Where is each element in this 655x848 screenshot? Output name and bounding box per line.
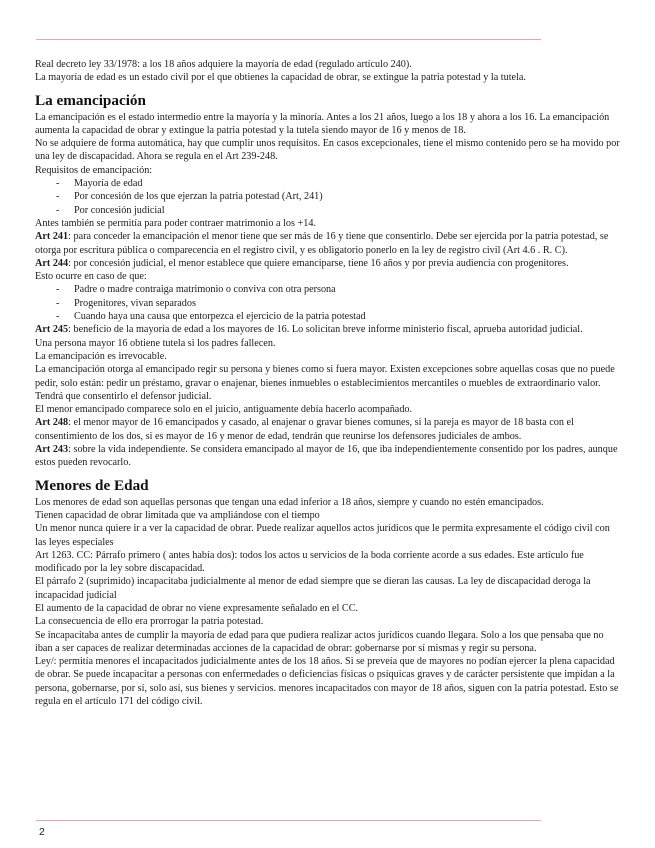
requirements-list [35,177,620,217]
paragraph: Tienen capacidad de obrar limitada que va ampliándose con el tiempo [35,509,320,521]
header-rule [36,39,541,40]
paragraph: La emancipación es el estado intermedio entre la mayoría y la minoría. Antes a los 21 años, luego a los 18 y ahora a los 16. La emancipación aumenta la capacidad de obrar y extingue la patria potestad y la tutela siendo mayor de 16 y menos de 18. [35,111,610,136]
section-heading-menores: Menores de Edad [35,476,149,494]
article-label: Art 241 [35,231,69,243]
article-paragraph [35,416,620,443]
article-text: : el menor mayor de 16 emancipados y casado, al enajenar o gravar bienes comunes, si la pareja es mayor de 18 basta con el consentimiento de los dos, si es mayor de 16 y menor de edad, tendrán que reunirse los defensores judiciales de ambos. [35,417,574,442]
article-text: : por concesión judicial, el menor establece que quiere emanciparse, tiene 16 años y por previa audiencia con progenitores. [68,257,569,269]
paragraph: Ley/: permitía menores el incapacitados judicialmente antes de los 18 años. Si se preveía que de mayores no podían ejercer la plena capacidad de obrar. Se puede incapacitar a personas con enfermedades o deficiencias físicas o psíquicas graves y de carácter persistente que impidan a la persona, gobernarse, por sí, solo así, sus bienes y servicios. menores incapacitados con mayor de 18 años, siguen con la patria potestad. Esto se regula en el artículo 171 del código civil. [35,656,619,708]
article-label: Art 244 [35,257,69,269]
article-paragraph [35,443,620,470]
article-text: : sobre la vida independiente. Se considera emancipado al mayor de 16, que iba independientemente consentido por los padres, aunque estos pueden revocarlo. [35,444,618,469]
intro-line: Real decreto ley 33/1978: a los 18 años adquiere la mayoría de edad (regulado artículo 240). [35,59,412,70]
intro-line: La mayoría de edad es un estado civil por el que obtienes la capacidad de obrar, se extingue la patria potestad y la tutela. [35,72,526,84]
paragraph: No se adquiere de forma automática, hay que cumplir unos requisitos. En casos excepcionales, tiene el mismo contenido pero se ha movido por una ley de discapacidad. Ahora se regula en el Art 239-248. [35,138,620,163]
article-text: : beneficio de la mayoría de edad a los mayores de 16. Lo solicitan breve informe ministerio fiscal, aprueba autoridad judicial. [68,324,583,336]
paragraph: Los menores de edad son aquellas personas que tengan una edad inferior a 18 años, siempre y cuando no estén emancipados. [35,496,544,508]
paragraph: Una persona mayor 16 obtiene tutela si los padres fallecen. [35,337,276,349]
paragraph: Un menor nunca quiere ir a ver la capacidad de obrar. Puede realizar aquellos actos jurídicos que le permita expresamente el código civil con las leyes especiales [35,523,610,548]
paragraph: El párrafo 2 (suprimido) incapacitaba judicialmente al menor de edad siempre que se dieran las causas. La ley de discapacidad deroga la incapacidad judicial [35,576,591,601]
paragraph: Art 1263. CC: Párrafo primero ( antes había dos): todos los actos u servicios de la boda corriente acorde a sus edades. Este artículo fue modificado por la ley sobre discapacidad. [35,549,584,575]
article-paragraph [35,323,620,336]
paragraph: Se incapacitaba antes de cumplir la mayoría de edad para que pudiera realizar actos jurídicos cuando llegara. Solo a los que pensaba que no iban a ser capaces de realizar determinadas acciones de la capacidad de obrar: gobernarse por sí mismas y regir su persona. [35,629,604,654]
article-paragraph [35,230,620,257]
list-item: - Padre o madre contraiga matrimonio o conviva con otra persona [56,283,620,296]
list-item: - Cuando haya una causa que entorpezca el ejercicio de la patria potestad [56,310,620,323]
article-paragraph [35,257,620,270]
paragraph: El aumento de la capacidad de obrar no viene expresamente señalado en el CC. [35,602,359,614]
paragraph: La consecuencia de ello era prorrogar la patria potestad. [35,616,264,628]
article-label: Art 248 [35,417,69,429]
article-label: Art 243 [35,444,69,456]
paragraph: Antes también se permitía para poder contraer matrimonio a los +14. [35,217,317,229]
footer-rule [36,820,541,821]
paragraph: La emancipación otorga al emancipado regir su persona y bienes como si fuera mayor. Existen excepciones sobre aquellas cosas que no puede pedir, solo están: pedir un préstamo, gravar o enajenar, bienes inmuebles o establecimientos mercantiles o muebles de extraordinario valor. Tendrá que consentirlo el defensor judicial. [35,364,615,402]
list-item: - Progenitores, vivan separados [56,297,620,310]
requirements-label: Requisitos de emancipación: [35,164,153,176]
paragraph: La emancipación es irrevocable. [35,350,167,362]
list-item: - Mayoría de edad [56,177,620,190]
cases-label: Esto ocurre en caso de que: [35,271,147,283]
cases-list [35,283,620,323]
list-item: - Por concesión de los que ejerzan la patria potestad (Art, 241) [56,190,620,203]
list-item: - Por concesión judicial [56,204,620,217]
section-heading-emancipacion: La emancipación [35,91,146,109]
paragraph: El menor emancipado comparece solo en el juicio, antiguamente debía hacerlo acompañado. [35,404,413,416]
document-body [35,58,620,708]
article-label: Art 245 [35,324,69,336]
page-number: 2 [39,826,45,838]
article-text: : para conceder la emancipación el menor tiene que ser más de 16 y tiene que consentirlo. Debe ser ejercida por la patria potestad, se otorga por escritura pública o comparecencia en el registro civil, y es obligatorio ponerlo en la ley de registro civil (Art 4.6 . R. C). [35,231,609,256]
